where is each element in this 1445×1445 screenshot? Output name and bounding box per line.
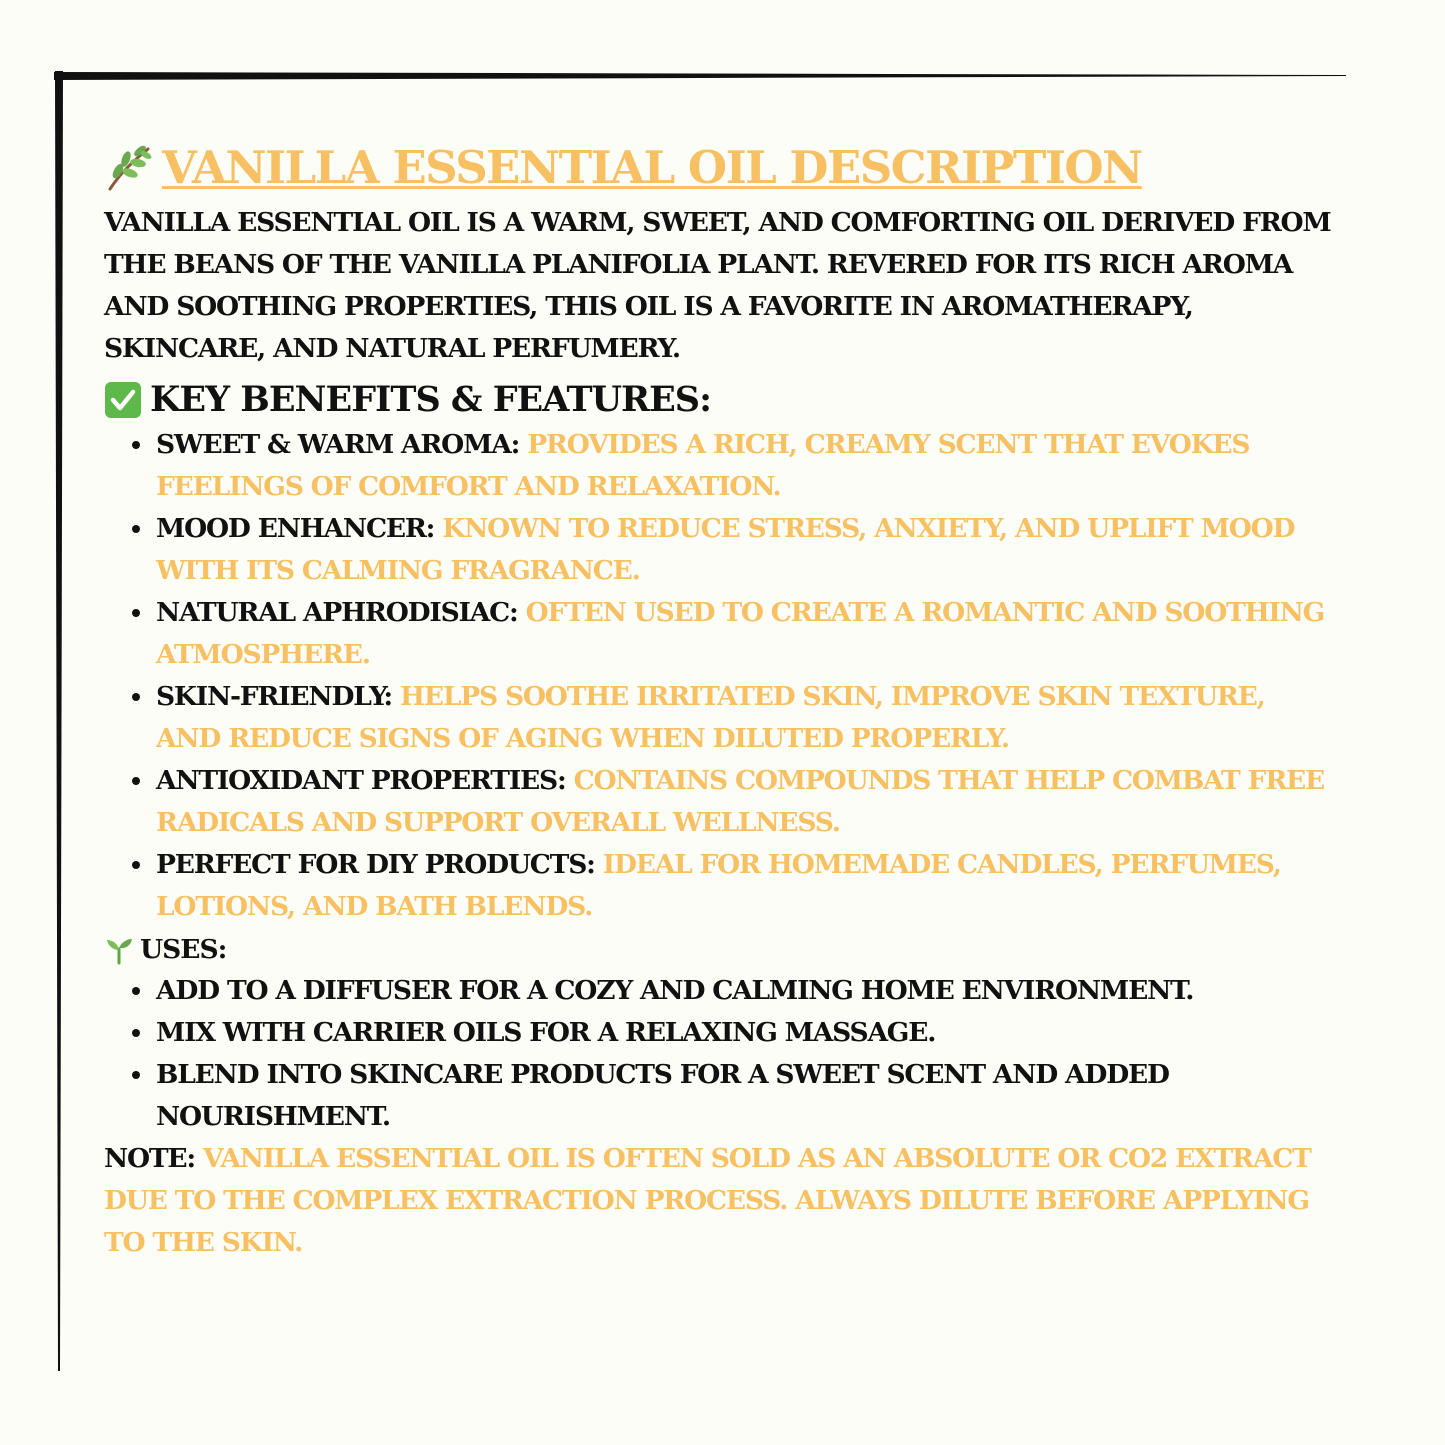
benefit-text: OFTEN USED TO CREATE A ROMANTIC AND SOOTHING ATMOSPHERE. <box>156 597 1325 670</box>
check-mark-icon <box>104 381 142 419</box>
benefit-label: SWEET & WARM AROMA: <box>156 429 520 460</box>
benefit-text: PROVIDES A RICH, CREAMY SCENT THAT EVOKES FEELINGS OF COMFORT AND RELAXATION. <box>156 429 1250 502</box>
herb-icon <box>104 143 154 193</box>
note-label: NOTE: <box>104 1143 196 1174</box>
list-item <box>156 760 1334 844</box>
uses-heading: USES: <box>140 934 227 965</box>
benefit-text: KNOWN TO REDUCE STRESS, ANXIETY, AND UPLIFT MOOD WITH ITS CALMING FRAGRANCE. <box>156 513 1295 586</box>
benefits-heading: KEY BENEFITS & FEATURES: <box>150 379 712 420</box>
list-item <box>156 424 1334 508</box>
benefit-label: ANTIOXIDANT PROPERTIES: <box>156 765 566 796</box>
uses-heading-row <box>104 930 1334 970</box>
benefit-label: NATURAL APHRODISIAC: <box>156 597 518 628</box>
description-card <box>104 140 1334 1264</box>
benefits-list <box>104 424 1334 928</box>
benefit-text: CONTAINS COMPOUNDS THAT HELP COMBAT FREE RADICALS AND SUPPORT OVERALL WELLNESS. <box>156 765 1325 838</box>
benefit-label: PERFECT FOR DIY PRODUCTS: <box>156 849 595 880</box>
intro-paragraph: VANILLA ESSENTIAL OIL IS A WARM, SWEET, AND COMFORTING OIL DERIVED FROM THE BEANS OF THE VANILLA PLANIFOLIA PLANT. REVERED FOR ITS RICH AROMA AND SOOTHING PROPERTIES, THIS OIL IS A FAVORITE IN AROMATHERAPY, SKINCARE, AND NATURAL PERFUMERY. <box>104 207 1331 364</box>
frame-left-border <box>54 71 64 1371</box>
benefit-label: SKIN-FRIENDLY: <box>156 681 392 712</box>
benefit-text: IDEAL FOR HOMEMADE CANDLES, PERFUMES, LOTIONS, AND BATH BLENDS. <box>156 849 1281 922</box>
list-item <box>156 676 1334 760</box>
title-row <box>104 140 1334 196</box>
list-item: MIX WITH CARRIER OILS FOR A RELAXING MASSAGE. <box>156 1012 1334 1054</box>
list-item: BLEND INTO SKINCARE PRODUCTS FOR A SWEET SCENT AND ADDED NOURISHMENT. <box>156 1054 1334 1138</box>
benefit-text: HELPS SOOTHE IRRITATED SKIN, IMPROVE SKIN TEXTURE, AND REDUCE SIGNS OF AGING WHEN DILUTED PROPERLY. <box>156 681 1265 754</box>
benefit-label: MOOD ENHANCER: <box>156 513 435 544</box>
frame-top-border <box>54 71 1346 81</box>
benefits-heading-row <box>104 376 1334 424</box>
seedling-icon <box>104 935 134 965</box>
note-paragraph <box>104 1138 1334 1264</box>
note-text: VANILLA ESSENTIAL OIL IS OFTEN SOLD AS AN ABSOLUTE OR CO2 EXTRACT DUE TO THE COMPLEX EXTRACTION PROCESS. ALWAYS DILUTE BEFORE APPLYING TO THE SKIN. <box>104 1143 1311 1258</box>
uses-list <box>104 970 1334 1138</box>
list-item <box>156 592 1334 676</box>
list-item: ADD TO A DIFFUSER FOR A COZY AND CALMING HOME ENVIRONMENT. <box>156 970 1334 1012</box>
list-item <box>156 508 1334 592</box>
page-title: VANILLA ESSENTIAL OIL DESCRIPTION <box>162 141 1142 194</box>
list-item <box>156 844 1334 928</box>
